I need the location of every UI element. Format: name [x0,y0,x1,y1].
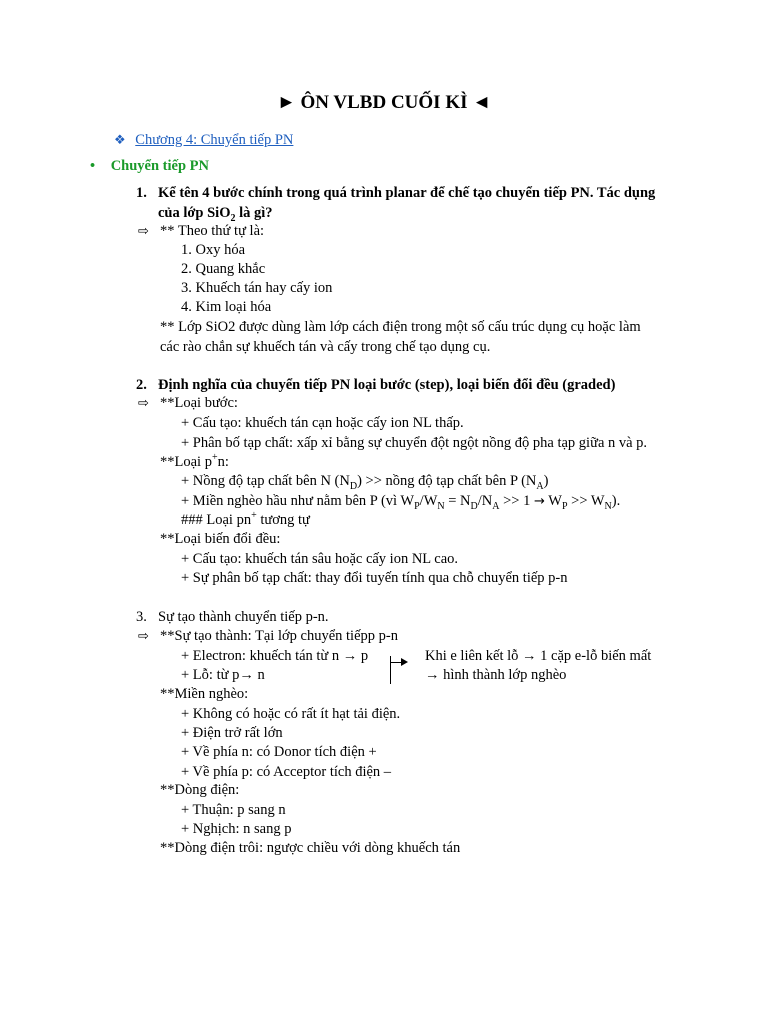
bracket-connector [382,656,391,684]
answer-arrow-icon: ⇨ [138,224,149,239]
q3-depletion-line: + Điện trở rất lớn [181,725,283,741]
q2-ppn-line1: + Nồng độ tạp chất bên N $(N_D)$ >> nồng độ tạp chất bên P $(N_A)$ [181,473,549,492]
q3-depletion-line: + Về phía p: có Acceptor tích điện – [181,764,392,780]
q3-heading: Sự tạo thành chuyển tiếp p-n. [158,609,329,625]
q2-heading: Định nghĩa của chuyển tiếp PN loại bước (step), loại biến đổi đều (graded) [158,377,616,393]
q3-depletion-line: + Không có hoặc có rất ít hạt tải điện. [181,706,401,722]
section-bullet-icon: • [90,158,96,174]
q2-graded-title: **Loại biến đổi đều: [160,531,281,547]
q2-step-line: + Phân bố tạp chất: xấp xỉ bằng sự chuyển đột ngột nồng độ pha tạp giữa n và p. [181,435,648,451]
q2-step-line: + Cấu tạo: khuếch tán cạn hoặc cấy ion NL thấp. [181,415,464,431]
q2-step-title: **Loại bước: [160,395,238,411]
section-heading [90,157,209,176]
q1-note-line1: ** Lớp SiO2 được dùng làm lớp cách điện trong một số cấu trúc dụng cụ hoặc làm [160,319,641,335]
q1-number: 1. [136,185,147,201]
chapter-heading [114,130,293,150]
q1-answer-intro: ** Theo thứ tự là: [160,223,265,239]
q1-step: 4. Kim loại hóa [181,299,272,315]
diamond-bullet-icon: ❖ [114,132,126,147]
q1-note-line2: các rào chắn sự khuếch tán và cấy trong chế tạo dụng cụ. [160,339,491,355]
q2-graded-line: + Cấu tạo: khuếch tán sâu hoặc cấy ion NL cao. [181,551,459,567]
section-label: Chuyển tiếp PN [110,158,209,174]
document-title: ► ÔN VLBD CUỐI KÌ ◄ [276,92,492,113]
q1-step: 3. Khuếch tán hay cấy ion [181,280,333,296]
q1-heading-line2: của lớp SiO$_2$ là gì? [158,205,273,224]
q1-step: 2. Quang khắc [181,261,266,277]
q2-ppn-title: **Loại p+n: [160,452,229,470]
q1-heading-line1: Kể tên 4 bước chính trong quá trình planar để chế tạo chuyển tiếp PN. Tác dụng [158,185,656,201]
q3-formation: **Sự tạo thành: Tại lớp chuyển tiếpp p-n [160,628,398,644]
q3-current-line: + Thuận: p sang n [181,802,286,818]
q3-electron: + Electron: khuếch tán từ n → p [181,648,369,664]
q2-pnp-line: ### Loại pn+ tương tự [181,510,310,528]
q3-side-note2: → hình thành lớp nghèo [425,667,567,683]
q3-number: 3. [136,609,147,625]
q3-current-title: **Dòng điện: [160,782,240,798]
q3-depletion-line: + Về phía n: có Donor tích điện + [181,744,377,760]
q1-step: 1. Oxy hóa [181,242,246,258]
q2-ppn-line2: + Miền nghèo hầu như nằm bên P (vì $W_P/W_N = N_D/N_A >> 1 \to W_P >> W_N$). [181,493,621,512]
q3-depletion-title: **Miền nghèo: [160,686,249,702]
bracket-arrow-icon [390,662,406,663]
q2-graded-line: + Sự phân bố tạp chất: thay đổi tuyến tính qua chỗ chuyển tiếp p-n [181,570,568,586]
q3-side-note1: Khi e liên kết lỗ → 1 cặp e-lỗ biến mất [425,648,652,664]
answer-arrow-icon: ⇨ [138,396,149,411]
q3-hole: + Lỗ: từ p→ n [181,667,265,683]
q2-number: 2. [136,377,147,393]
chapter-link[interactable]: Chương 4: Chuyển tiếp PN [135,132,294,148]
answer-arrow-icon: ⇨ [138,629,149,644]
q3-current-line: + Nghịch: n sang p [181,821,292,837]
q3-drift-current: **Dòng điện trôi: ngược chiều với dòng khuếch tán [160,840,461,856]
right-arrow-icon: → [533,494,545,509]
